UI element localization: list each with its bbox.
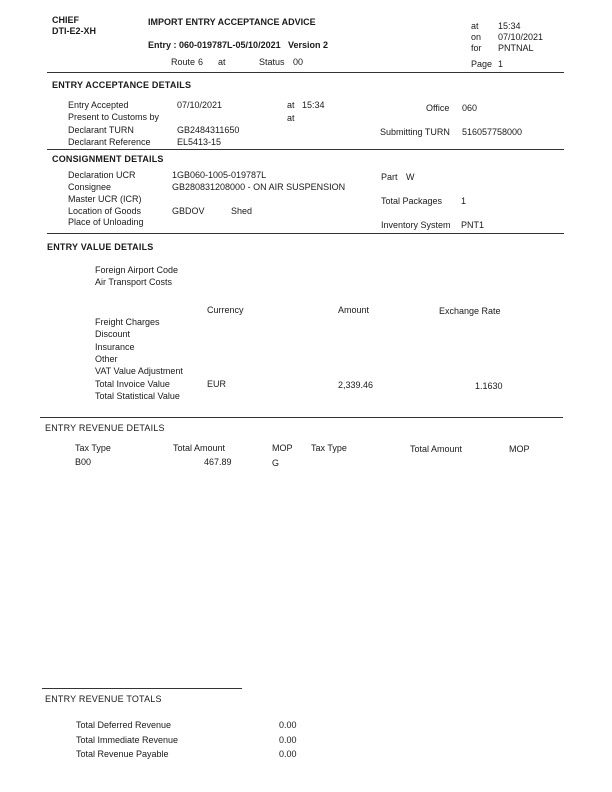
total-immediate-revenue-value: 0.00 bbox=[279, 735, 297, 745]
entry-accepted-label: Entry Accepted bbox=[68, 100, 129, 110]
entry-accepted-date: 07/10/2021 bbox=[177, 100, 223, 110]
freight-charges-label: Freight Charges bbox=[95, 317, 160, 327]
place-of-unloading-label: Place of Unloading bbox=[68, 217, 144, 227]
section-heading-consignment: CONSIGNMENT DETAILS bbox=[52, 154, 164, 164]
column-header-amount: Amount bbox=[338, 305, 370, 315]
divider bbox=[42, 688, 242, 689]
route-value: 6 bbox=[198, 57, 204, 67]
total-packages-label: Total Packages bbox=[381, 196, 443, 206]
divider bbox=[47, 72, 564, 73]
print-for-value: PNTNAL bbox=[498, 43, 534, 53]
consignee-label: Consignee bbox=[68, 182, 112, 192]
print-on-label: on bbox=[471, 32, 482, 42]
entry-accepted-time: 15:34 bbox=[302, 100, 325, 110]
column-header-total-amount: Total Amount bbox=[173, 443, 226, 453]
location-of-goods-value: GBDOV bbox=[172, 206, 205, 216]
section-heading-revenue-totals: ENTRY REVENUE TOTALS bbox=[45, 694, 162, 704]
print-time: 15:34 bbox=[498, 21, 521, 31]
declaration-ucr-label: Declaration UCR bbox=[68, 170, 136, 180]
mop-cell: G bbox=[272, 458, 280, 468]
total-invoice-amount: 2,339.46 bbox=[338, 380, 374, 390]
total-revenue-payable-value: 0.00 bbox=[279, 749, 297, 759]
part-label: Part bbox=[381, 172, 398, 182]
office-value: 060 bbox=[462, 103, 478, 113]
document-title: IMPORT ENTRY ACCEPTANCE ADVICE bbox=[148, 17, 316, 27]
declarant-reference-label: Declarant Reference bbox=[68, 137, 151, 147]
consignee-value: GB280831208000 - ON AIR SUSPENSION bbox=[172, 182, 346, 192]
status-value: 00 bbox=[293, 57, 304, 67]
divider bbox=[47, 233, 564, 234]
divider bbox=[47, 149, 564, 150]
total-immediate-revenue-label: Total Immediate Revenue bbox=[76, 735, 179, 745]
location-of-goods-label: Location of Goods bbox=[68, 206, 142, 216]
inventory-system-label: Inventory System bbox=[381, 220, 451, 230]
entry-accepted-at-label: at bbox=[287, 100, 295, 110]
section-heading-acceptance: ENTRY ACCEPTANCE DETAILS bbox=[52, 80, 192, 90]
total-deferred-revenue-label: Total Deferred Revenue bbox=[76, 720, 172, 730]
vat-value-adjustment-label: VAT Value Adjustment bbox=[95, 366, 183, 376]
total-revenue-payable-label: Total Revenue Payable bbox=[76, 749, 169, 759]
total-amount-cell: 467.89 bbox=[204, 457, 232, 467]
section-heading-value: ENTRY VALUE DETAILS bbox=[47, 242, 154, 252]
print-at-label: at bbox=[471, 21, 479, 31]
route-label: Route bbox=[171, 57, 196, 67]
divider bbox=[40, 417, 563, 418]
shed-label: Shed bbox=[231, 206, 253, 216]
system-code: DTI-E2-XH bbox=[52, 26, 97, 36]
submitting-turn-value: 516057758000 bbox=[462, 127, 523, 137]
declarant-turn-label: Declarant TURN bbox=[68, 125, 134, 135]
discount-label: Discount bbox=[95, 329, 131, 339]
other-label: Other bbox=[95, 354, 118, 364]
total-packages-value: 1 bbox=[461, 196, 467, 206]
declaration-ucr-value: 1GB060-1005-019787L bbox=[172, 170, 267, 180]
section-heading-revenue-details: ENTRY REVENUE DETAILS bbox=[45, 423, 165, 433]
status-label: Status bbox=[259, 57, 285, 67]
total-invoice-currency: EUR bbox=[207, 379, 227, 389]
master-ucr-label: Master UCR (ICR) bbox=[68, 194, 142, 204]
entry-reference: Entry : 060-019787L-05/10/2021 bbox=[148, 40, 281, 50]
route-at-label: at bbox=[218, 57, 226, 67]
office-label: Office bbox=[426, 103, 450, 113]
column-header-mop-2: MOP bbox=[509, 444, 530, 454]
print-date: 07/10/2021 bbox=[498, 32, 544, 42]
column-header-mop: MOP bbox=[272, 443, 293, 453]
submitting-turn-label: Submitting TURN bbox=[380, 127, 450, 137]
air-transport-costs-label: Air Transport Costs bbox=[95, 277, 173, 287]
column-header-total-amount-2: Total Amount bbox=[410, 444, 463, 454]
declarant-reference-value: EL5413-15 bbox=[177, 137, 222, 147]
foreign-airport-code-label: Foreign Airport Code bbox=[95, 265, 179, 275]
total-statistical-value-label: Total Statistical Value bbox=[95, 391, 180, 401]
insurance-label: Insurance bbox=[95, 342, 135, 352]
version-label: Version 2 bbox=[288, 40, 329, 50]
column-header-currency: Currency bbox=[207, 305, 244, 315]
page-label: Page bbox=[471, 59, 493, 69]
page-number: 1 bbox=[498, 59, 504, 69]
total-invoice-exchange-rate: 1.1630 bbox=[475, 381, 503, 391]
column-header-tax-type-2: Tax Type bbox=[311, 443, 347, 453]
tax-type-cell: B00 bbox=[75, 457, 92, 467]
inventory-system-value: PNT1 bbox=[461, 220, 485, 230]
print-for-label: for bbox=[471, 43, 482, 53]
declarant-turn-value: GB2484311650 bbox=[177, 125, 240, 135]
total-invoice-value-label: Total Invoice Value bbox=[95, 379, 170, 389]
system-name: CHIEF bbox=[52, 15, 79, 25]
present-at-label: at bbox=[287, 113, 295, 123]
part-value: W bbox=[406, 172, 415, 182]
column-header-exchange-rate: Exchange Rate bbox=[439, 306, 501, 316]
present-to-customs-label: Present to Customs by bbox=[68, 112, 160, 122]
column-header-tax-type: Tax Type bbox=[75, 443, 111, 453]
total-deferred-revenue-value: 0.00 bbox=[279, 720, 297, 730]
